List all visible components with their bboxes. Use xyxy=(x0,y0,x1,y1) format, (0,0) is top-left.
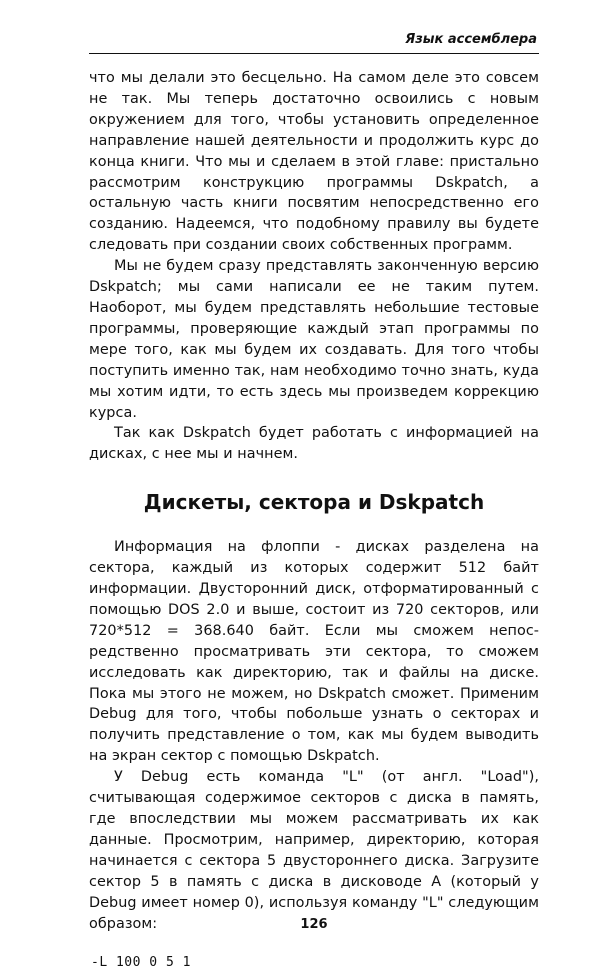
section-heading: Дискеты, сектора и Dskpatch xyxy=(143,490,485,515)
paragraph-dskpatch-approach: Мы не будем сразу представлять законченную версию Dskpatch; мы сами написали ее не таким путем. Наоборот, мы будем представлять небольшие тестовые программы, проверяющие каждый этап программы по мере того, как мы будем их создавать. Для того чтобы поступить именно так, нам необходимо точно знать, куда мы хотим идти, то есть здесь мы произведем коррекцию курса. xyxy=(89,258,539,421)
paragraph-continuation: что мы делали это бесцельно. На самом деле это совсем не так. Мы теперь достаточно освоились с новым окружением для того, чтобы установить определенное направление нашей деятельности и продолжить курс до конца книги. Что мы и сделаем в этой главе: пристально рассмотрим конструкцию программы Dskpatch, а остальную часть книги посвятим непосредственно его созданию. Надеемся, что подобному правилу вы будете следовать при создании своих собственных программ. xyxy=(89,70,539,254)
header-rule xyxy=(89,53,539,54)
book-page xyxy=(89,30,539,971)
code-command: -L 100 0 5 1 xyxy=(91,955,191,971)
paragraph-start-with-disks: Так как Dskpatch будет работать с информацией на дисках, с нее мы и начнем. xyxy=(89,425,539,463)
paragraph-debug-load: У Debug есть команда "L" (от англ. "Load"), считывающая содержимое секторов с диска в память, где впоследствии мы можем рассматривать их как данные. Просмотрим, например, директорию, которая начинается с сектора 5 двустороннего диска. Загрузите сектор 5 в память с диска в дисководе А (который у Debug имеет номер 0), используя команду "L" следующим образом: xyxy=(89,769,539,932)
page-number: 126 xyxy=(300,917,328,932)
running-head: Язык ассемблера xyxy=(405,32,537,47)
paragraph-floppy-sectors: Информация на флоппи - дисках разделена на сектора, каждый из которых содержит 512 байт информации. Двусторонний диск, отформатированный с помощью DOS 2.0 и выше, состоит из 720 секторов, или 720*512 = 368.640 байт. Если мы сможем непосредственно просматривать эти сектора, то сможем исследовать как директорию, так и файлы на диске. Пока мы этого не можем, но Dskpatch сможет. Применим Debug для того, чтобы побольше узнать о секторах и получить представление о том, как мы будем выводить на экран сектор с помощью Dskpatch. xyxy=(89,539,539,765)
